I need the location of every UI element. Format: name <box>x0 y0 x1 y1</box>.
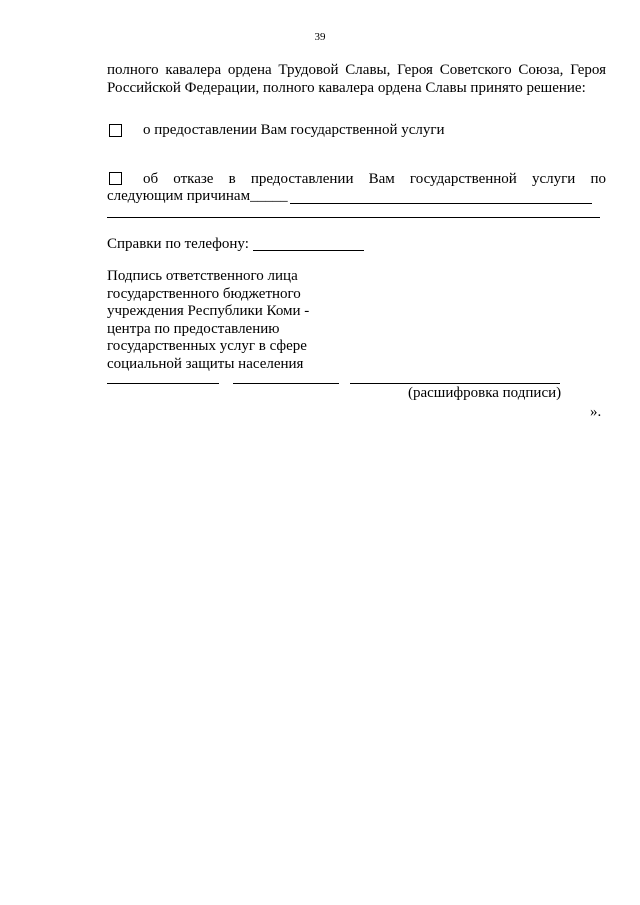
signature-line[interactable] <box>233 383 339 384</box>
page-number: 39 <box>314 31 326 43</box>
refusal-reason-line-1[interactable] <box>290 203 592 204</box>
closing-quote: ». <box>590 404 602 420</box>
refusal-checkbox[interactable] <box>109 172 122 185</box>
signature-block <box>107 268 309 373</box>
intro-line-1: полного кавалера ордена Трудовой Славы, Героя Советского Союза, Героя <box>107 62 606 78</box>
position-line[interactable] <box>107 383 219 384</box>
signature-line-2: государственного бюджетного <box>107 285 301 302</box>
intro-line-2: Российской Федерации, полного кавалера ордена Славы принято решение: <box>107 80 586 96</box>
signature-decode-line[interactable] <box>350 383 560 384</box>
grant-option-label: о предоставлении Вам государственной услуги <box>143 122 445 138</box>
refusal-option-line-2: следующим причинам_____ <box>107 188 288 204</box>
signature-line-5: государственных услуг в сфере <box>107 338 307 354</box>
signature-line-6: социальной защиты населения <box>107 355 304 372</box>
phone-label: Справки по телефону: <box>107 236 249 252</box>
signature-line-4: центра по предоставлению <box>107 320 280 337</box>
signature-line-1: Подпись ответственного лица <box>107 268 298 284</box>
phone-field-line[interactable] <box>253 250 364 251</box>
refusal-reason-line-2[interactable] <box>107 217 600 218</box>
signature-line-3: учреждения Республики Коми - <box>107 303 310 319</box>
refusal-option-line-1: об отказе в предоставлении Вам государственной услуги по <box>143 171 606 187</box>
grant-checkbox[interactable] <box>109 124 122 137</box>
signature-decode-label: (расшифровка подписи) <box>408 385 562 401</box>
